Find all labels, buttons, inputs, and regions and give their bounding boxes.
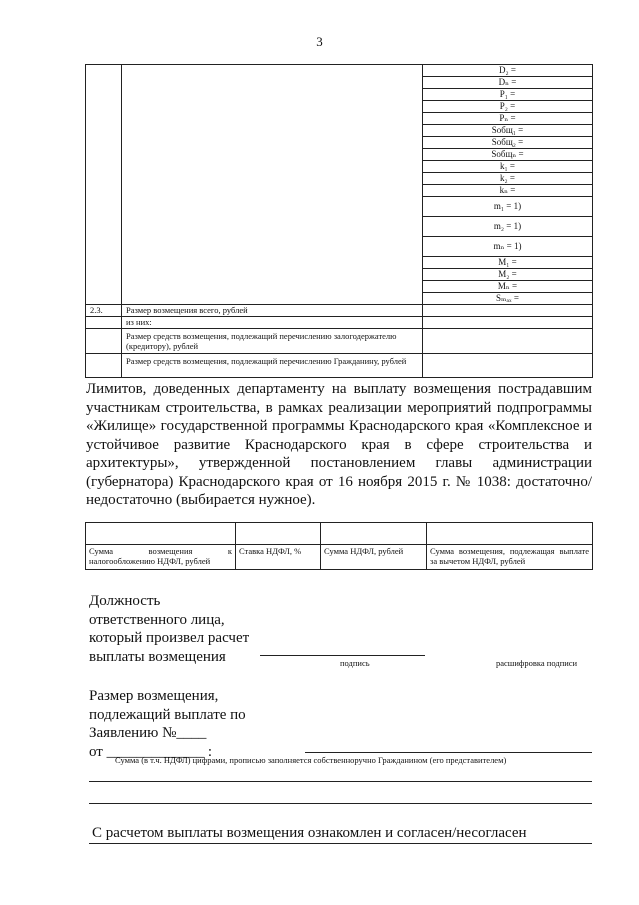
formula-item: Sобщₙ = xyxy=(423,149,592,161)
table-row xyxy=(86,545,593,570)
empty-cell xyxy=(86,65,122,305)
col-header-taxable: Сумма возмещения к налогообложению НДФЛ, рублей xyxy=(86,545,236,570)
formula-item: Pₙ = xyxy=(423,113,592,125)
calculation-table xyxy=(85,64,593,378)
formula-item: m₁ = 1) xyxy=(423,197,592,217)
responsible-block xyxy=(89,592,249,666)
formula-item: M₂ = xyxy=(423,269,592,281)
col-header-rate: Ставка НДФЛ, % xyxy=(236,545,321,570)
formula-item: Sобщ₁ = xyxy=(423,125,592,137)
limits-paragraph: Лимитов, доведенных департаменту на выплату возмещения пострадавшим участникам строительства, в рамках реализации мероприятий подпрограммы «Жилище» государственной программы Краснодарского края «Комплексное и устойчивое развитие Краснодарского края в сфере строительства и архитектуры», утвержденной постановлением главы администрации (губернатора) Краснодарского края от 16 ноября 2015 г. № 1038: достаточно/недостаточно (выбирается нужное). xyxy=(86,381,592,508)
formula-item: kₙ = xyxy=(423,185,592,197)
empty-cell xyxy=(86,317,122,329)
signature-caption: подпись xyxy=(340,658,370,668)
formula-cell xyxy=(423,65,593,305)
formula-item: Sₘₐₓ = xyxy=(496,293,519,303)
row-label-total: Размер возмещения всего, рублей xyxy=(122,305,423,317)
empty-cell xyxy=(321,523,427,545)
table-row xyxy=(86,329,593,354)
formula-item: Sобщ₂ = xyxy=(423,137,592,149)
row-number: 2.3. xyxy=(86,305,122,317)
decode-caption: расшифровка подписи xyxy=(496,658,578,668)
value-cell xyxy=(423,317,593,329)
responsible-line: выплаты возмещения xyxy=(89,648,226,665)
row-label-creditor: Размер средств возмещения, подлежащий перечислению залогодержателю (кредитору), рублей xyxy=(122,329,423,354)
empty-cell xyxy=(122,65,423,305)
row-label-citizen: Размер средств возмещения, подлежащий перечислению Гражданину, рублей xyxy=(122,354,423,378)
amount-line: от _____________ : xyxy=(89,743,213,760)
amount-line: подлежащий выплате по xyxy=(89,706,246,723)
formula-item: P₂ = xyxy=(423,101,592,113)
amount-line: Заявлению №____ xyxy=(89,725,207,741)
value-cell xyxy=(423,305,593,317)
responsible-line: ответственного лица, xyxy=(89,611,225,628)
empty-cell xyxy=(86,329,122,354)
table-row xyxy=(86,305,593,317)
formula-item: M₁ = xyxy=(423,257,592,269)
acknowledgement-line xyxy=(89,843,592,844)
empty-cell xyxy=(427,523,593,545)
amount-line: Размер возмещения, xyxy=(89,688,219,704)
amount-caption: Сумма (в т.ч. НДФЛ) цифрами, прописью заполняется собственноручно Гражданином (его представителем) xyxy=(115,755,507,765)
amount-line-1 xyxy=(305,752,592,753)
formula-item: k₁ = xyxy=(423,161,592,173)
col-header-net: Сумма возмещения, подлежащая выплате за вычетом НДФЛ, рублей xyxy=(427,545,593,570)
amount-line-3 xyxy=(89,803,592,804)
formula-item: Dₙ = xyxy=(423,77,592,89)
col-header-ndfl: Сумма НДФЛ, рублей xyxy=(321,545,427,570)
page-number: 3 xyxy=(316,34,323,49)
value-cell xyxy=(423,354,593,378)
formula-item: D₂ = xyxy=(423,65,592,77)
value-cell xyxy=(423,329,593,354)
acknowledgement: С расчетом выплаты возмещения ознакомлен и согласен/несогласен xyxy=(92,825,527,841)
responsible-line: Должность xyxy=(89,593,161,609)
table-row xyxy=(86,354,593,378)
row-label-of-them: из них: xyxy=(122,317,423,329)
empty-cell xyxy=(86,523,236,545)
signature-line xyxy=(260,655,425,656)
formula-item: Mₙ = xyxy=(423,281,592,293)
table-row xyxy=(86,317,593,329)
formula-item: P₁ = xyxy=(423,89,592,101)
table-row xyxy=(86,523,593,545)
formula-list xyxy=(423,65,592,304)
formula-item: k₂ = xyxy=(423,173,592,185)
amount-block xyxy=(89,687,246,761)
responsible-line: который произвел расчет xyxy=(89,630,250,646)
empty-cell xyxy=(86,354,122,378)
ndfl-table xyxy=(85,522,593,570)
formula-block-row xyxy=(86,65,593,305)
amount-line-2 xyxy=(89,781,592,782)
empty-cell xyxy=(236,523,321,545)
formula-item: mₙ = 1) xyxy=(423,237,592,257)
formula-item: m₂ = 1) xyxy=(423,217,592,237)
